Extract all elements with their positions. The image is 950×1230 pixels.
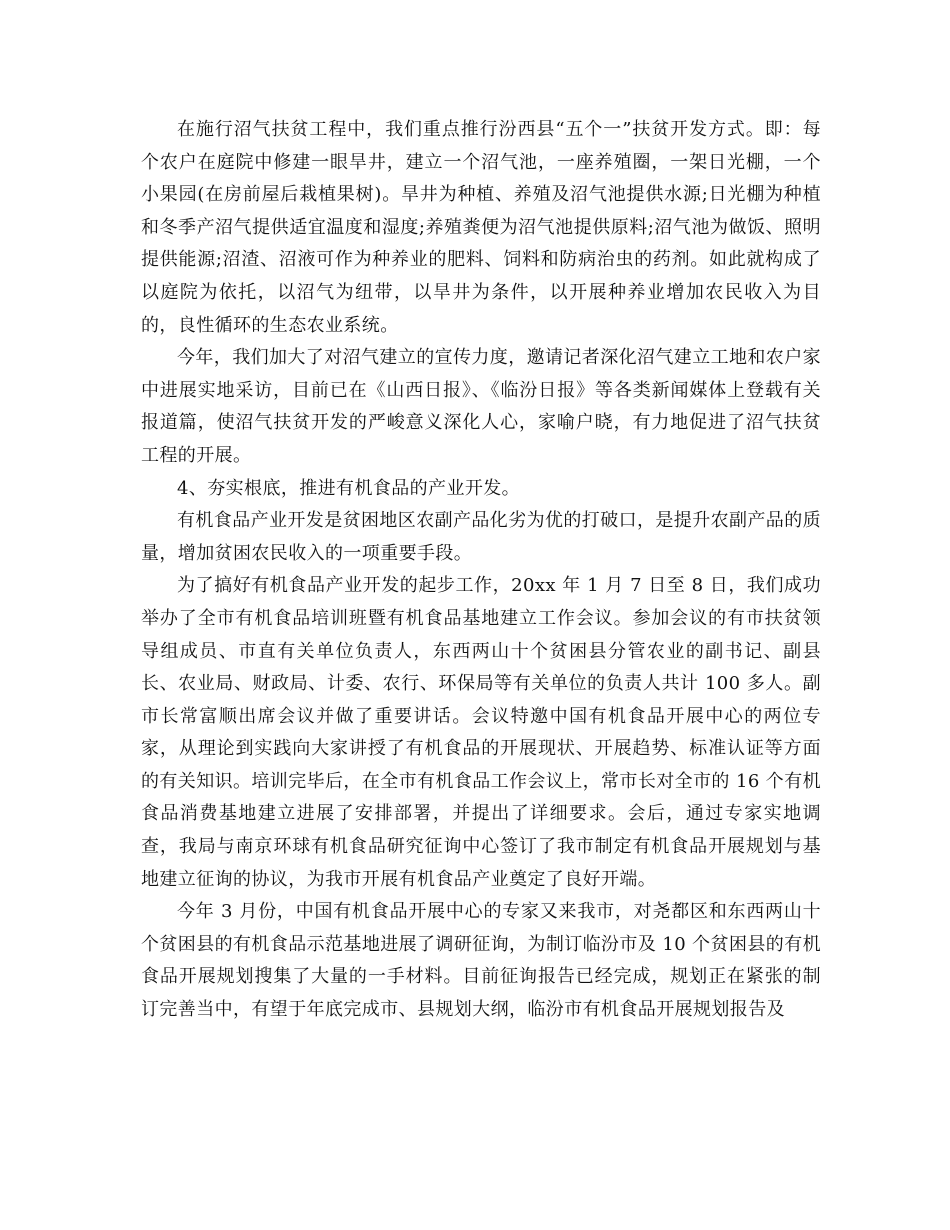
section-heading-organic-food: 4、夯实根底，推进有机食品的产业开发。 — [177, 477, 521, 499]
paragraph-organic-food-planning: 今年 3 月份，中国有机食品开展中心的专家又来我市，对尧都区和东西两山十个贫困县的有机食品示范基地进展了调研征询，为制订临汾市及 10 个贫困县的有机食品开展规划搜集了大量的一手材料。目前征询报告已经完成，规划正在紧张的制订完善当中，有望于年底完成市、县规划大纲，临汾市有机食品开展规划报告及 — [141, 901, 821, 1021]
paragraph-biogas-method: 在施行沼气扶贫工程中，我们重点推行汾西县“五个一”扶贫开发方式。即：每个农户在庭院中修建一眼旱井，建立一个沼气池，一座养殖圈，一架日光棚，一个小果园(在房前屋后栽植果树)。旱井为种植、养殖及沼气池提供水源;日光棚为种植和冬季产沼气提供适宜温度和湿度;养殖粪便为沼气池提供原料;沼气池为做饭、照明提供能源;沼渣、沼液可作为种养业的肥料、饲料和防病治虫的药剂。如此就构成了以庭院为依托，以沼气为纽带，以旱井为条件，以开展种养业增加农民收入为目的，良性循环的生态农业系统。 — [141, 119, 821, 336]
document-body — [141, 114, 821, 1027]
paragraph-biogas-publicity: 今年，我们加大了对沼气建立的宣传力度，邀请记者深化沼气建立工地和农户家中进展实地采访，目前已在《山西日报》、《临汾日报》等各类新闻媒体上登载有关报道篇，使沼气扶贫开发的严峻意义深化人心，家喻户晓，有力地促进了沼气扶贫工程的开展。 — [141, 347, 821, 466]
paragraph-organic-food-training: 为了搞好有机食品产业开发的起步工作，20xx 年 1 月 7 日至 8 日，我们成功举办了全市有机食品培训班暨有机食品基地建立工作会议。参加会议的有市扶贫领导组成员、市直有关单位负责人，东西两山十个贫困县分管农业的副书记、副县长、农业局、财政局、计委、农行、环保局等有关单位的负责人共计 100 多人。副市长常富顺出席会议并做了重要讲话。会议特邀中国有机食品开展中心的两位专家，从理论到实践向大家讲授了有机食品的开展现状、开展趋势、标准认证等方面的有关知识。培训完毕后，在全市有机食品工作会议上，常市长对全市的 16 个有机食品消费基地建立进展了安排部署，并提出了详细要求。会后，通过专家实地调查，我局与南京环球有机食品研究征询中心签订了我市制定有机食品开展规划与基地建立征询的协议，为我市开展有机食品产业奠定了良好开端。 — [141, 575, 821, 890]
paragraph-organic-food-intro: 有机食品产业开发是贫困地区农副产品化劣为优的打破口，是提升农副产品的质量，增加贫困农民收入的一项重要手段。 — [141, 510, 821, 564]
